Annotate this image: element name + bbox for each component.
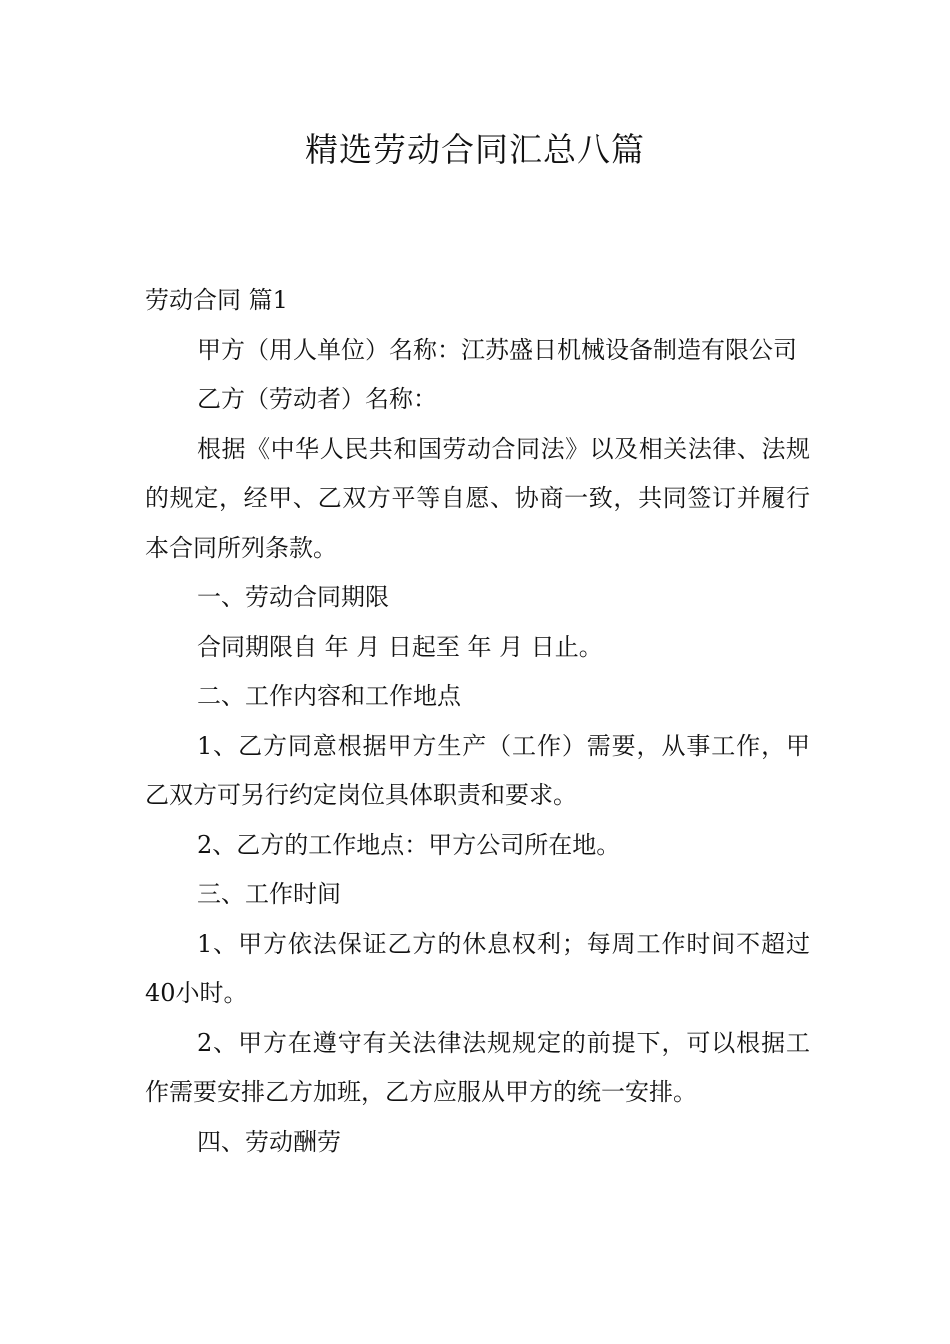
clause-paragraph: 2、甲方在遵守有关法律法规规定的前提下，可以根据工作需要安排乙方加班，乙方应服从甲方的统一安排。	[145, 1028, 810, 1106]
party-a-name: 甲方（用人单位）名称：江苏盛日机械设备制造有限公司	[197, 335, 797, 364]
clause-heading: 三、工作时间	[197, 880, 341, 908]
clause-paragraph: 1、甲方依法保证乙方的休息权利；每周工作时间不超过40小时。	[145, 929, 810, 1007]
clause-heading: 四、劳动酬劳	[197, 1127, 341, 1156]
preamble-paragraph: 根据《中华人民共和国劳动合同法》以及相关法律、法规的规定，经甲、乙双方平等自愿、协商一致，共同签订并履行本合同所列条款。	[145, 434, 810, 562]
document-title: 精选劳动合同汇总八篇	[305, 130, 645, 169]
section-heading: 劳动合同 篇1	[145, 286, 288, 314]
clause-paragraph: 合同期限自 年 月 日起至 年 月 日止。	[197, 632, 603, 661]
clause-heading: 一、劳动合同期限	[197, 583, 389, 611]
document-body	[145, 276, 810, 1167]
clause-paragraph: 1、乙方同意根据甲方生产（工作）需要，从事工作，甲乙双方可另行约定岗位具体职责和要求。	[145, 731, 810, 809]
clause-paragraph: 2、乙方的工作地点：甲方公司所在地。	[197, 830, 621, 859]
party-b-name: 乙方（劳动者）名称：	[197, 385, 437, 413]
clause-heading: 二、工作内容和工作地点	[197, 682, 461, 710]
